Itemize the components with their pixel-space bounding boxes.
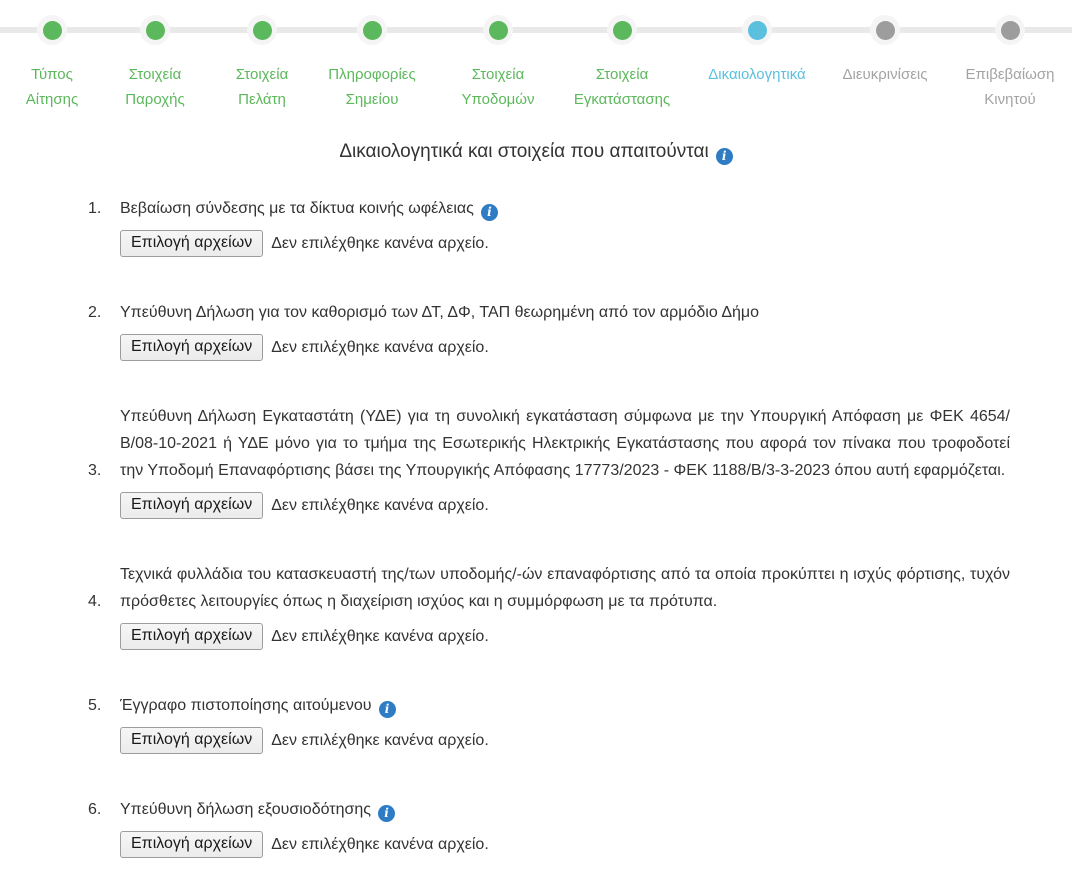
choose-files-button[interactable]: Επιλογή αρχείων xyxy=(120,831,263,858)
step-dot xyxy=(748,21,767,40)
info-icon[interactable]: i xyxy=(378,805,395,822)
step-dot xyxy=(43,21,62,40)
step-documents[interactable] xyxy=(697,0,817,87)
step-dot xyxy=(1001,21,1020,40)
step-dot-halo xyxy=(37,15,67,45)
step-label: Τύπος Αίτησης xyxy=(25,66,79,108)
step-dot-halo xyxy=(995,15,1025,45)
doc-item-text: Υπεύθυνη δήλωση εξουσιοδότησης i xyxy=(120,796,1010,823)
step-supply-details[interactable] xyxy=(112,0,198,112)
step-dot xyxy=(876,21,895,40)
choose-files-button[interactable]: Επιλογή αρχείων xyxy=(120,492,263,519)
step-dot-halo xyxy=(357,15,387,45)
no-file-chosen-text: Δεν επιλέχθηκε κανένα αρχείο. xyxy=(271,731,489,749)
page-title xyxy=(0,138,1072,165)
no-file-chosen-text: Δεν επιλέχθηκε κανένα αρχείο. xyxy=(271,496,489,514)
doc-item-6 xyxy=(88,796,1010,858)
step-label: Δικαιολογητικά xyxy=(708,66,806,83)
step-infrastructure-details[interactable] xyxy=(450,0,546,112)
info-icon[interactable]: i xyxy=(481,204,498,221)
choose-files-button[interactable]: Επιλογή αρχείων xyxy=(120,727,263,754)
file-input-2 xyxy=(120,334,1010,361)
doc-item-5 xyxy=(88,692,1010,754)
step-label: Διευκρινίσεις xyxy=(842,66,928,83)
step-dot-halo xyxy=(140,15,170,45)
step-dot-halo xyxy=(247,15,277,45)
step-installation-details[interactable] xyxy=(567,0,677,112)
step-point-information[interactable] xyxy=(322,0,422,112)
doc-item-number: 4. xyxy=(88,593,102,610)
doc-item-number: 6. xyxy=(88,801,102,818)
info-icon[interactable]: i xyxy=(716,148,733,165)
doc-item-text: Βεβαίωση σύνδεσης με τα δίκτυα κοινής ωφέλειας i xyxy=(120,195,1010,222)
doc-item-number: 1. xyxy=(88,200,102,217)
step-label: Στοιχεία Εγκατάστασης xyxy=(573,66,671,108)
info-icon[interactable]: i xyxy=(379,701,396,718)
no-file-chosen-text: Δεν επιλέχθηκε κανένα αρχείο. xyxy=(271,627,489,645)
step-clarifications[interactable] xyxy=(830,0,940,87)
doc-item-text: Έγγραφο πιστοποίησης αιτούμενου i xyxy=(120,692,1010,719)
progress-stepper xyxy=(0,0,1072,112)
choose-files-button[interactable]: Επιλογή αρχείων xyxy=(120,623,263,650)
doc-item-text: Υπεύθυνη Δήλωση Εγκαταστάτη (ΥΔΕ) για τη συνολική εγκατάσταση σύμφωνα με την Υπουργική Απόφαση με ΦΕΚ 4654/Β/08-10-2021 ή ΥΔΕ μόνο για το τμήμα της Εσωτερικής Ηλεκτρικής Εγκατάστασης που αφορά τον πίνακα που τροφοδοτεί την Υποδομή Επαναφόρτισης βάσει της Υπουργικής Απόφασης 17773/2023 - ΦΕΚ 1188/Β/3-3-2023 όπου αυτή εφαρμόζεται. xyxy=(120,408,1010,479)
no-file-chosen-text: Δεν επιλέχθηκε κανένα αρχείο. xyxy=(271,338,489,356)
choose-files-button[interactable]: Επιλογή αρχείων xyxy=(120,230,263,257)
step-label: Επιβεβαίωση Κινητού xyxy=(965,66,1055,108)
page-title-text: Δικαιολογητικά και στοιχεία που απαιτούνται xyxy=(339,141,709,162)
step-label: Στοιχεία Παροχής xyxy=(125,66,185,108)
doc-item-number: 5. xyxy=(88,697,102,714)
step-customer-details[interactable] xyxy=(219,0,305,112)
step-dot xyxy=(489,21,508,40)
file-input-6 xyxy=(120,831,1010,858)
doc-item-text: Υπεύθυνη Δήλωση για τον καθορισμό των ΔΤ, ΔΦ, ΤΑΠ θεωρημένη από τον αρμόδιο Δήμο xyxy=(120,304,760,321)
step-dot-halo xyxy=(607,15,637,45)
no-file-chosen-text: Δεν επιλέχθηκε κανένα αρχείο. xyxy=(271,234,489,252)
doc-item-4 xyxy=(88,561,1010,650)
step-dot xyxy=(363,21,382,40)
file-input-1 xyxy=(120,230,1010,257)
doc-item-3 xyxy=(88,403,1010,519)
file-input-4 xyxy=(120,623,1010,650)
documents-list xyxy=(0,195,1072,858)
doc-item-number: 2. xyxy=(88,304,102,321)
step-dot xyxy=(253,21,272,40)
step-dot xyxy=(613,21,632,40)
step-label: Πληροφορίες Σημείου xyxy=(328,66,416,108)
doc-item-1 xyxy=(88,195,1010,257)
step-label: Στοιχεία Υποδομών xyxy=(461,66,535,108)
step-dot xyxy=(146,21,165,40)
step-mobile-confirmation[interactable] xyxy=(955,0,1065,112)
file-input-5 xyxy=(120,727,1010,754)
step-dot-halo xyxy=(870,15,900,45)
doc-item-text: Τεχνικά φυλλάδια του κατασκευαστή της/των υποδομής/-ών επαναφόρτισης από τα οποία προκύπτει η ισχύς φόρτισης, τυχόν πρόσθετες λειτουργίες όπως η διαχείριση ισχύος και η συμμόρφωση με τα πρότυπα. xyxy=(120,566,1010,610)
step-dot-halo xyxy=(742,15,772,45)
file-input-3 xyxy=(120,492,1010,519)
choose-files-button[interactable]: Επιλογή αρχείων xyxy=(120,334,263,361)
doc-item-2 xyxy=(88,299,1010,361)
no-file-chosen-text: Δεν επιλέχθηκε κανένα αρχείο. xyxy=(271,835,489,853)
step-application-type[interactable] xyxy=(12,0,92,112)
doc-item-number: 3. xyxy=(88,462,102,479)
step-label: Στοιχεία Πελάτη xyxy=(235,66,289,108)
step-dot-halo xyxy=(483,15,513,45)
